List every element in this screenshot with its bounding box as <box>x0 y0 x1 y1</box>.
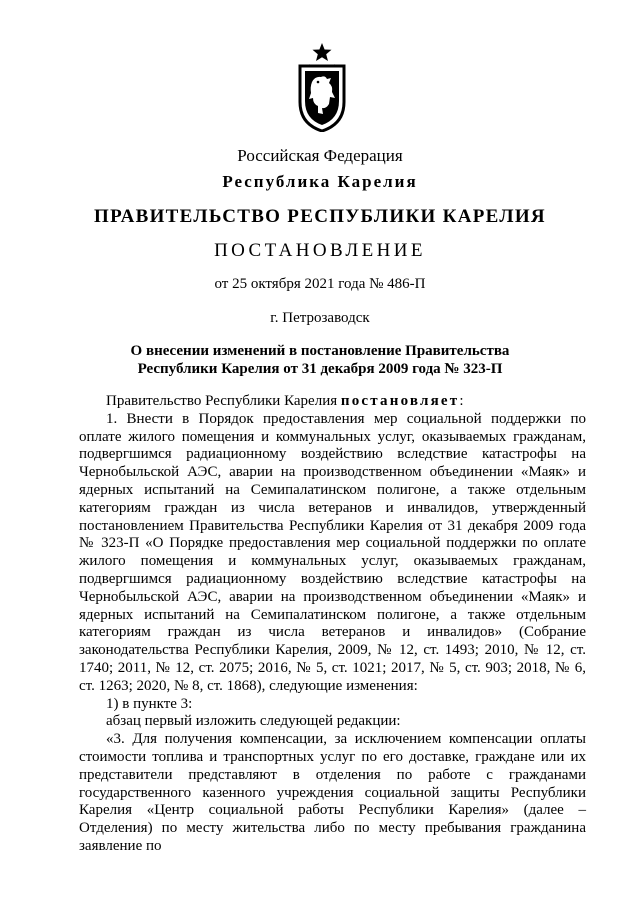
document-title-line-2: Республики Карелия от 31 декабря 2009 года № 323-П <box>137 361 503 377</box>
document-city: г. Петрозаводск <box>270 310 370 326</box>
document-title-line-1: О внесении изменений в постановление Правительства <box>130 343 510 359</box>
document-body <box>79 393 586 856</box>
paragraph-1: 1. Внести в Порядок предоставления мер социальной поддержки по оплате жилого помещения и коммунальных услуг, оказываемых гражданам, подвергшимся радиационному воздействию вследствие катастрофы на Чернобыльской АЭС, аварии на производственном объединении «Маяк» и ядерных испытаний на Семипалатинском полигоне, а также отдельным категориям граждан из числа ветеранов и инвалидов, утвержденный постановлением Правительства Республики Карелия от 31 декабря 2009 года № 323-П «О Порядке предоставления мер социальной поддержки по оплате жилого помещения и коммунальных услуг, оказываемых гражданам, подвергшимся радиационному воздействию вследствие катастрофы на Чернобыльской АЭС, аварии на производственном объединении «Маяк» и ядерных испытаний на Семипалатинском полигоне, а также отдельным категориям граждан из числа ветеранов и инвалидов» (Собрание законодательства Республики Карелия, 2009, № 12, ст. 1493; 2010, № 12, ст. 1740; 2011, № 12, ст. 2075; 2016, № 5, ст. 1021; 2017, № 5, ст. 903; 2018, № 6, ст. 1263; 2020, № 8, ст. 1868), следующие изменения: <box>79 410 586 694</box>
document-date-number: от 25 октября 2021 года № 486-П <box>214 276 426 292</box>
paragraph-2: 1) в пункте 3: <box>106 695 193 712</box>
document-type: ПОСТАНОВЛЕНИЕ <box>214 240 426 261</box>
intro-paragraph <box>79 393 586 411</box>
republic-name: Республика Карелия <box>222 172 418 191</box>
paragraph-3: абзац первый изложить следующей редакции: <box>106 713 401 730</box>
karelia-coat-of-arms-icon <box>296 42 348 132</box>
intro-suffix: : <box>459 393 464 409</box>
federation-name: Российская Федерация <box>237 146 403 165</box>
intro-prefix: Правительство Республики Карелия <box>106 393 341 409</box>
paragraph-4: «3. Для получения компенсации, за исключением компенсации оплаты стоимости топлива и транспортных услуг по его доставке, граждане или их представители представляют в отделения по работе с гражданами государственного казенного учреждения социальной защиты Республики Карелия «Центр социальной работы Республики Карелия» (далее – Отделения) по месту жительства либо по месту пребывания гражданина заявление по <box>79 731 586 854</box>
government-name: ПРАВИТЕЛЬСТВО РЕСПУБЛИКИ КАРЕЛИЯ <box>94 206 546 227</box>
intro-decides: постановляет <box>340 393 460 409</box>
